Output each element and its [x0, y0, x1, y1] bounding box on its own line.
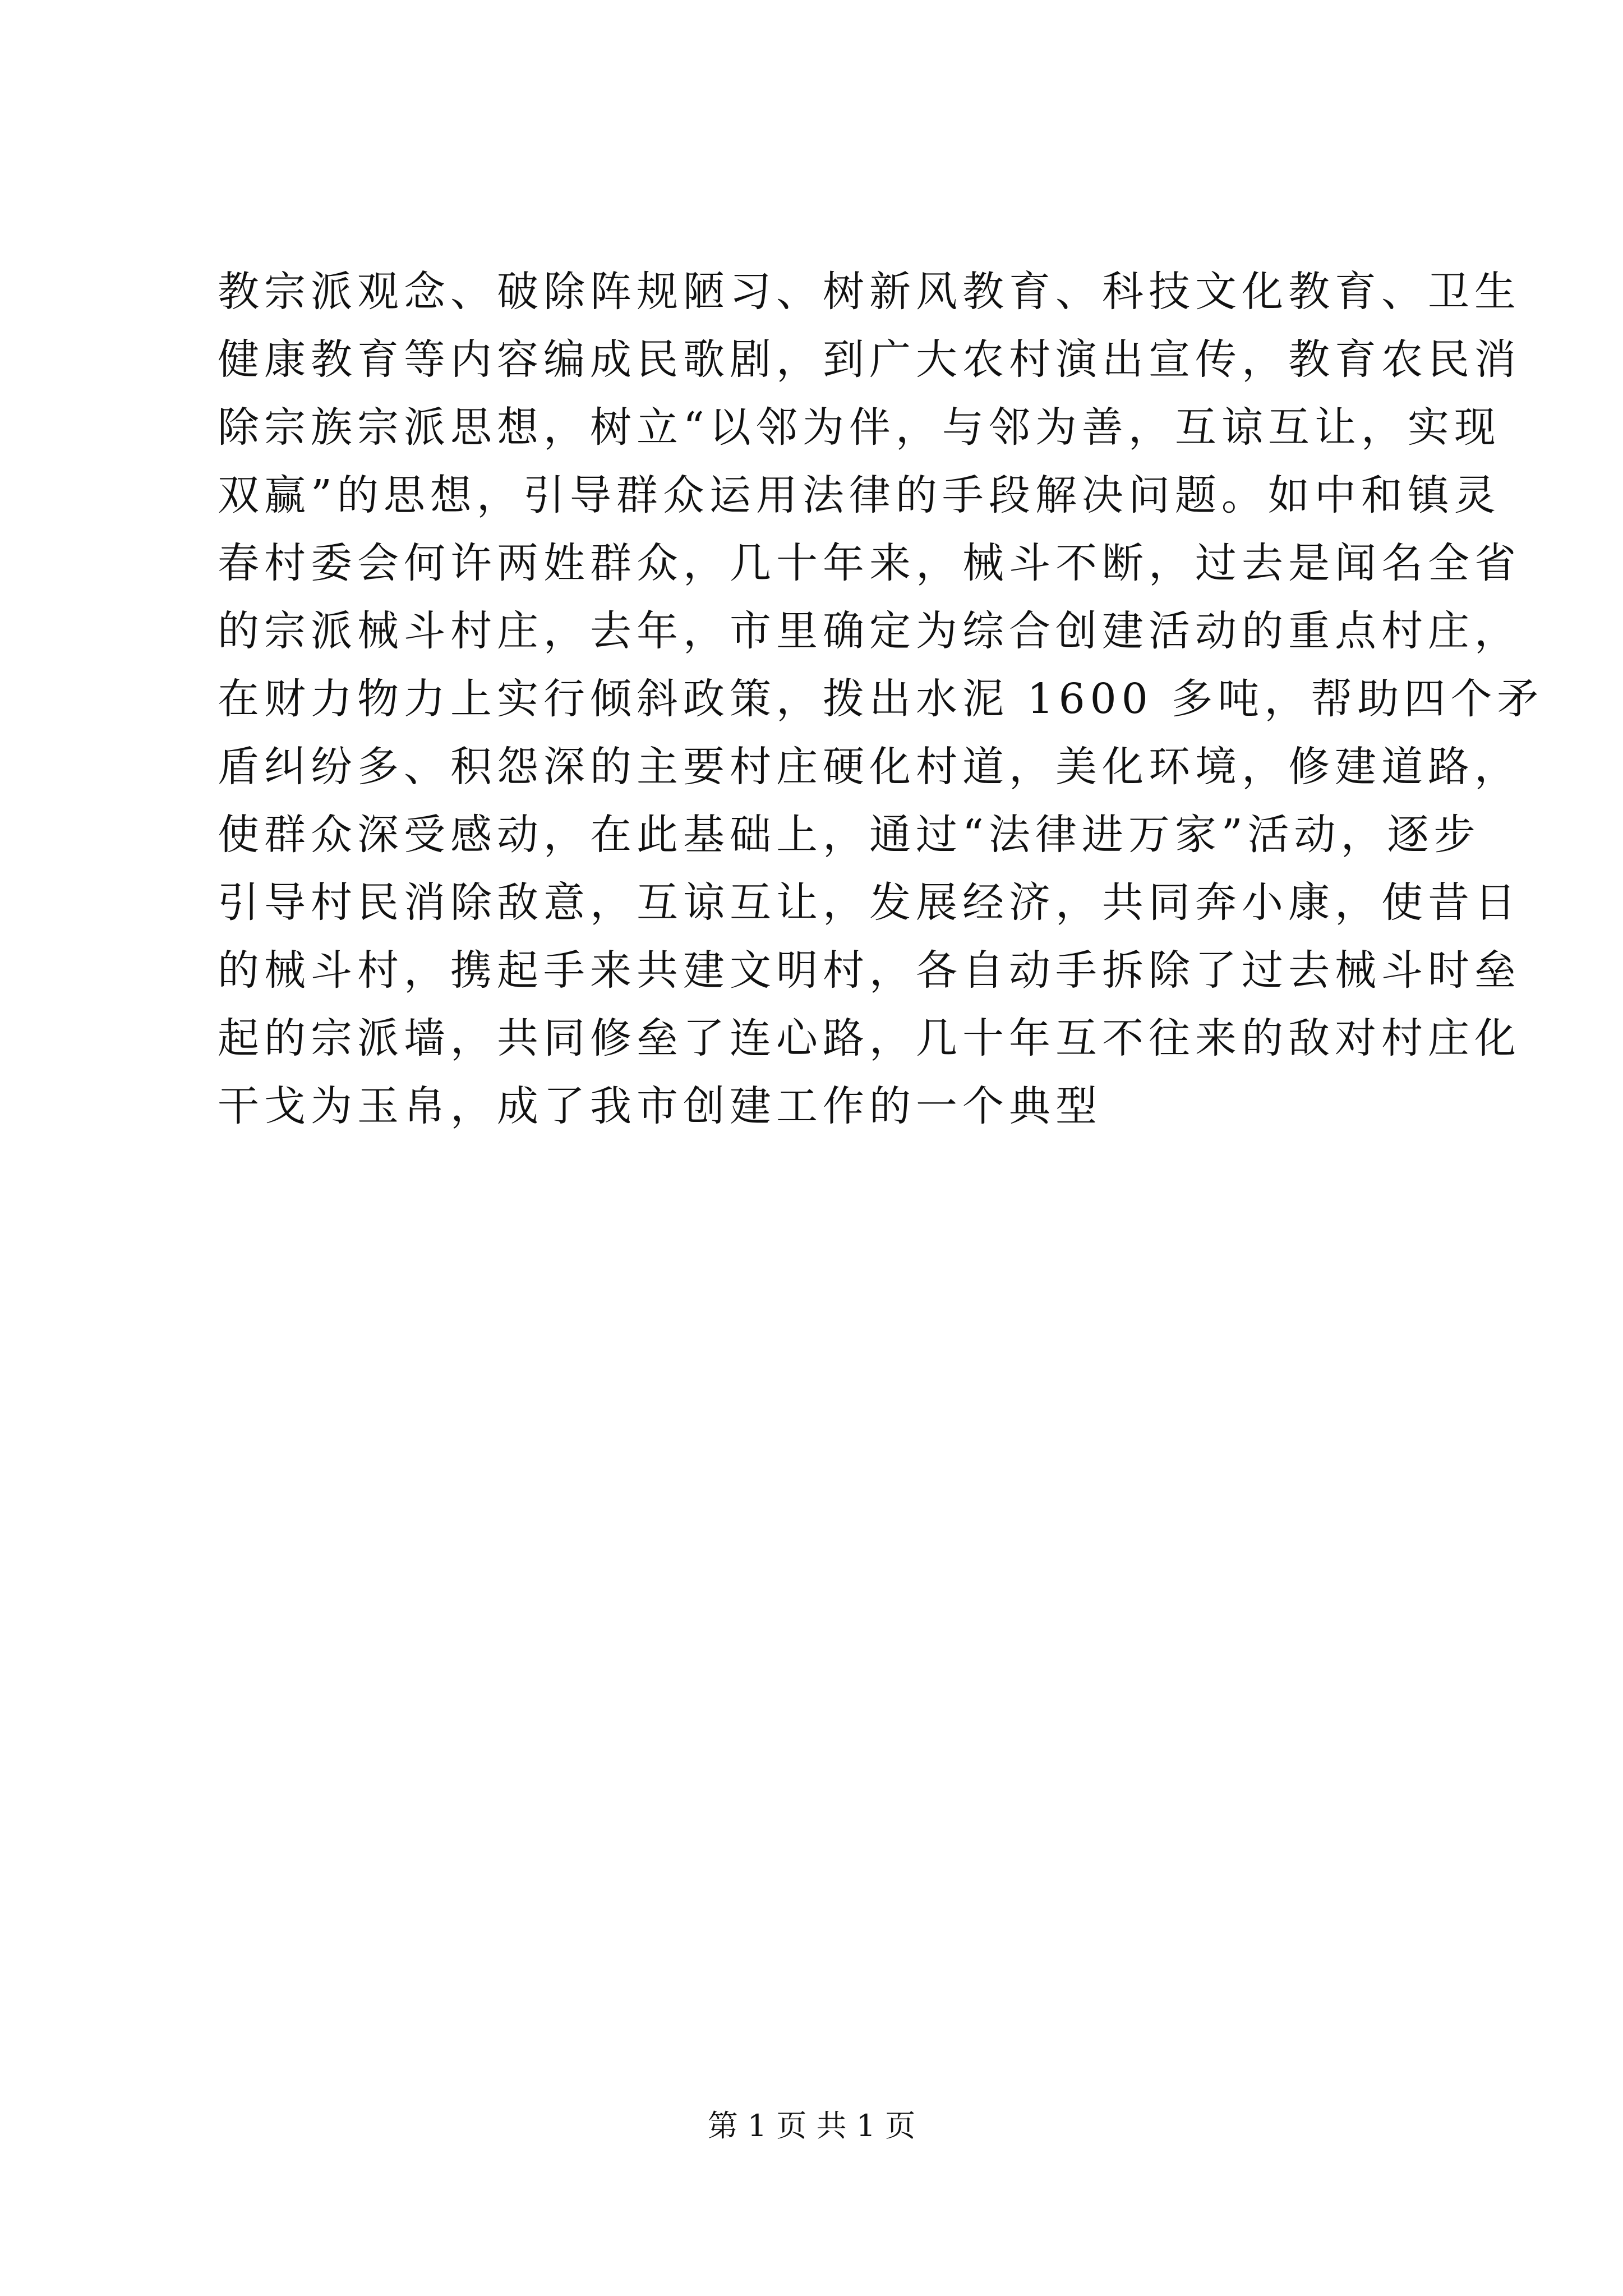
text-line: 干戈为玉帛，成了我市创建工作的一个典型 [218, 1082, 1102, 1130]
text-line: 在财力物力上实行倾斜政策，拨出水泥 1600 多吨，帮助四个矛 [218, 675, 1544, 723]
text-line: 起的宗派墙，共同修垒了连心路，几十年互不往来的敌对村庄化 [218, 1014, 1521, 1062]
text-line: 使群众深受感动，在此基础上，通过“法律进万家”活动，逐步 [218, 811, 1481, 859]
text-line: 健康教育等内容编成民歌剧，到广大农村演出宣传，教育农民消 [218, 335, 1521, 384]
text-line: 的械斗村，携起手来共建文明村，各自动手拆除了过去械斗时垒 [218, 946, 1521, 995]
text-line: 教宗派观念、破除阵规陋习、树新风教育、科技文化教育、卫生 [218, 268, 1521, 316]
page-footer [0, 2104, 1623, 2148]
text-line: 除宗族宗派思想，树立“以邻为伴，与邻为善，互谅互让，实现 [218, 403, 1501, 452]
text-line: 双赢”的思想，引导群众运用法律的手段解决问题。如中和镇灵 [218, 471, 1501, 519]
text-line: 春村委会何许两姓群众，几十年来，械斗不断，过去是闻名全省 [218, 539, 1521, 587]
text-line: 的宗派械斗村庄，去年，市里确定为综合创建活动的重点村庄， [218, 607, 1521, 655]
body-paragraph [218, 258, 1544, 1140]
text-line: 引导村民消除敌意，互谅互让，发展经济，共同奔小康，使昔日 [218, 878, 1521, 927]
text-line: 盾纠纷多、积怨深的主要村庄硬化村道，美化环境，修建道路， [218, 743, 1521, 791]
page-number: 第 1 页 共 1 页 [707, 2108, 916, 2143]
